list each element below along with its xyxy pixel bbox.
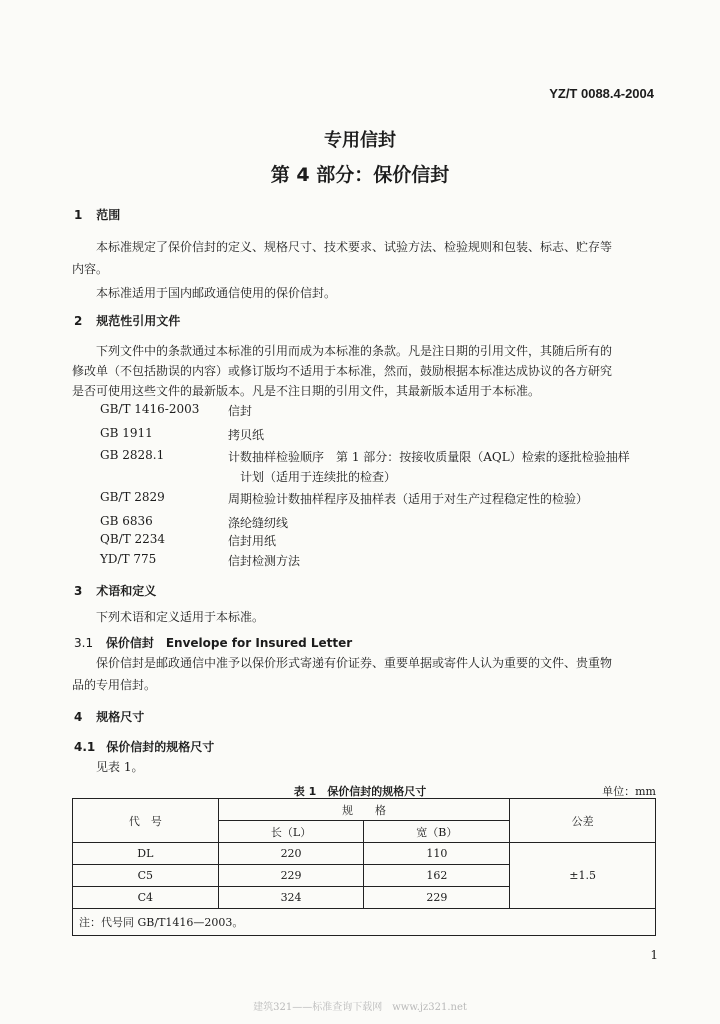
reference-title: 周期检验计数抽样程序及抽样表（适用于对生产过程稳定性的检验） xyxy=(228,492,589,506)
section-title: 范围 xyxy=(96,208,121,222)
reference-title: 信封用纸 xyxy=(228,534,277,548)
reference-title: 信封 xyxy=(228,404,253,418)
table-unit: 单位：mm xyxy=(602,785,656,798)
cell-code: C5 xyxy=(73,865,219,887)
terms-paragraph: 下列术语和定义适用于本标准。 xyxy=(96,610,265,624)
section-number: 1 xyxy=(74,208,83,222)
scope-paragraph-1-line-1: 本标准规定了保价信封的定义、规格尺寸、技术要求、试验方法、检验规则和包装、标志、贮存等 xyxy=(96,240,613,254)
reference-title-continued: 计划（适用于连续批的检查） xyxy=(240,470,397,484)
section-4-heading xyxy=(74,708,144,725)
section-number: 2 xyxy=(74,314,83,328)
reference-code: GB 1911 xyxy=(100,426,153,440)
references-paragraph-line-3: 是否可使用这些文件的最新版本。凡是不注日期的引用文件，其最新版本适用于本标准。 xyxy=(72,384,541,398)
reference-title: 计数抽样检验顺序 第 1 部分：按接收质量限（AQL）检索的逐批检验抽样 xyxy=(228,450,630,464)
header-code: 代 号 xyxy=(73,799,219,843)
section-1-heading xyxy=(74,206,120,223)
definition-line-2: 品的专用信封。 xyxy=(72,678,157,692)
document-title: 专用信封 xyxy=(324,130,396,151)
section-2-heading xyxy=(74,312,180,329)
header-spec: 规 格 xyxy=(218,799,510,821)
references-paragraph-line-1: 下列文件中的条款通过本标准的引用而成为本标准的条款。凡是注日期的引用文件，其随后所有的 xyxy=(96,344,613,358)
cell-width: 162 xyxy=(364,865,510,887)
section-3-heading xyxy=(74,582,156,599)
cell-width: 229 xyxy=(364,887,510,909)
table-row xyxy=(73,843,656,865)
cell-width: 110 xyxy=(364,843,510,865)
reference-code: QB/T 2234 xyxy=(100,532,166,546)
reference-title: 涤纶缝纫线 xyxy=(228,516,289,530)
cell-code: C4 xyxy=(73,887,219,909)
table-caption: 表 1 保价信封的规格尺寸 xyxy=(293,785,427,798)
size-table xyxy=(72,798,656,936)
cell-tolerance: ±1.5 xyxy=(510,843,656,909)
header-tolerance: 公差 xyxy=(510,799,656,843)
references-paragraph-line-2: 修改单（不包括勘误的内容）或修订版均不适用于本标准，然而，鼓励根据本标准达成协议的各方研究 xyxy=(72,364,613,378)
cell-code: DL xyxy=(73,843,219,865)
subsection-title: 保价信封的规格尺寸 xyxy=(106,740,215,754)
cell-length: 229 xyxy=(218,865,364,887)
subsection-3-1-heading xyxy=(74,634,352,651)
reference-code: YD/T 775 xyxy=(100,552,157,566)
see-table-text: 见表 1。 xyxy=(96,760,144,774)
section-title: 术语和定义 xyxy=(96,584,157,598)
section-title: 规范性引用文件 xyxy=(96,314,181,328)
section-title: 规格尺寸 xyxy=(96,710,145,724)
header-width: 宽（B） xyxy=(364,821,510,843)
section-number: 4 xyxy=(74,710,83,724)
reference-code: GB/T 1416-2003 xyxy=(100,402,200,416)
reference-code: GB 2828.1 xyxy=(100,448,165,462)
section-number: 3 xyxy=(74,584,83,598)
cell-length: 324 xyxy=(218,887,364,909)
reference-title: 信封检测方法 xyxy=(228,554,301,568)
header-length: 长（L） xyxy=(218,821,364,843)
table-note: 注：代号同 GB/T1416—2003。 xyxy=(73,909,656,936)
reference-code: GB/T 2829 xyxy=(100,490,165,504)
definition-line-1: 保价信封是邮政通信中准予以保价形式寄递有价证券、重要单据或寄件人认为重要的文件、贵重物 xyxy=(96,656,613,670)
scope-paragraph-1-line-2: 内容。 xyxy=(72,262,109,276)
subsection-title: 保价信封 Envelope for Insured Letter xyxy=(105,636,353,650)
watermark-text: 建筑321——标准查询下载网 www.jz321.net xyxy=(253,1002,467,1013)
document-subtitle: 第 4 部分：保价信封 xyxy=(270,164,450,186)
cell-length: 220 xyxy=(218,843,364,865)
subsection-number: 4.1 xyxy=(74,740,96,754)
subsection-4-1-heading xyxy=(74,738,214,755)
page-number: 1 xyxy=(650,948,658,962)
reference-title: 拷贝纸 xyxy=(228,428,265,442)
subsection-number: 3.1 xyxy=(74,636,94,650)
standard-code: YZ/T 0088.4-2004 xyxy=(549,86,654,101)
scope-paragraph-2: 本标准适用于国内邮政通信使用的保价信封。 xyxy=(96,286,337,300)
reference-code: GB 6836 xyxy=(100,514,153,528)
